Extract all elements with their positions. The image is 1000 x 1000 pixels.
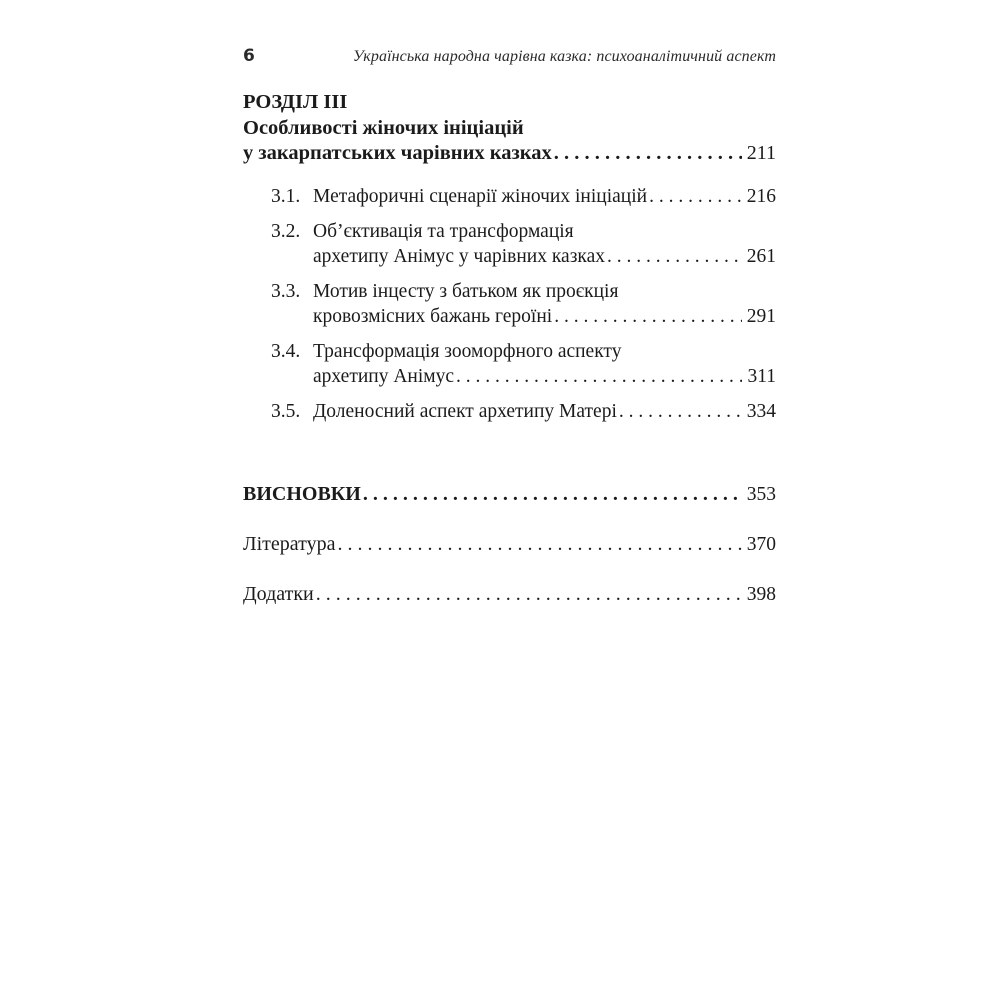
book-page [243, 46, 776, 607]
toc-entry [271, 399, 776, 424]
chapter-label: РОЗДІЛ ІІІ [243, 91, 348, 113]
toc-entry [271, 339, 776, 389]
entry-page: 334 [746, 400, 776, 422]
dot-leader [649, 184, 742, 209]
chapter-heading-block [243, 90, 776, 167]
dot-leader [363, 482, 742, 507]
chapter-page: 211 [746, 142, 776, 164]
backmatter-row [243, 532, 776, 557]
entry-page: 216 [746, 185, 776, 207]
entry-number: 3.4. [271, 340, 301, 362]
entry-title: Метафоричні сценарії жіночих ініціацій [313, 185, 648, 207]
backmatter-page: 370 [746, 533, 776, 555]
running-header [243, 46, 776, 66]
dot-leader [456, 364, 742, 389]
entry-page: 261 [746, 245, 776, 267]
dot-leader [619, 399, 742, 424]
dot-leader [316, 582, 742, 607]
entry-title: Об’єктивація та трансформація [313, 220, 574, 242]
entry-page: 291 [746, 305, 776, 327]
backmatter-page: 398 [746, 583, 776, 605]
entry-number: 3.2. [271, 220, 301, 242]
dot-leader [554, 141, 742, 167]
backmatter-row [243, 482, 776, 507]
toc-entry [271, 184, 776, 209]
toc-entry [271, 219, 776, 269]
entry-title: Мотив інцесту з батьком як проєкція [313, 280, 619, 302]
backmatter [243, 482, 776, 607]
dot-leader [337, 532, 741, 557]
backmatter-label: Додатки [243, 582, 314, 605]
entry-number: 3.1. [271, 185, 301, 207]
entry-title-continuation: архетипу Анімус у чарівних казках [313, 245, 605, 267]
backmatter-label: Література [243, 532, 336, 555]
dot-leader [607, 244, 742, 269]
toc-entries [243, 184, 776, 424]
chapter-title-line1: Особливості жіночих ініціацій [243, 116, 524, 139]
entry-number: 3.5. [271, 400, 301, 422]
chapter-title-line2: у закарпатських чарівних казках [243, 142, 552, 164]
entry-title-continuation: кровозмісних бажань героїні [313, 305, 553, 327]
backmatter-row [243, 582, 776, 607]
entry-title: Доленосний аспект архетипу Матері [313, 400, 617, 422]
dot-leader [554, 304, 742, 329]
page-number-folio: 6 [243, 46, 255, 66]
entry-title: Трансформація зооморфного аспекту [313, 340, 622, 362]
entry-title-continuation: архетипу Анімус [313, 365, 455, 387]
entry-number: 3.3. [271, 280, 301, 302]
running-header-title: Українська народна чарівна казка: психоаналітичний аспект [352, 48, 776, 65]
backmatter-label: ВИСНОВКИ [243, 482, 361, 505]
backmatter-page: 353 [746, 483, 776, 505]
toc-entry [271, 279, 776, 329]
entry-page: 311 [747, 365, 776, 387]
